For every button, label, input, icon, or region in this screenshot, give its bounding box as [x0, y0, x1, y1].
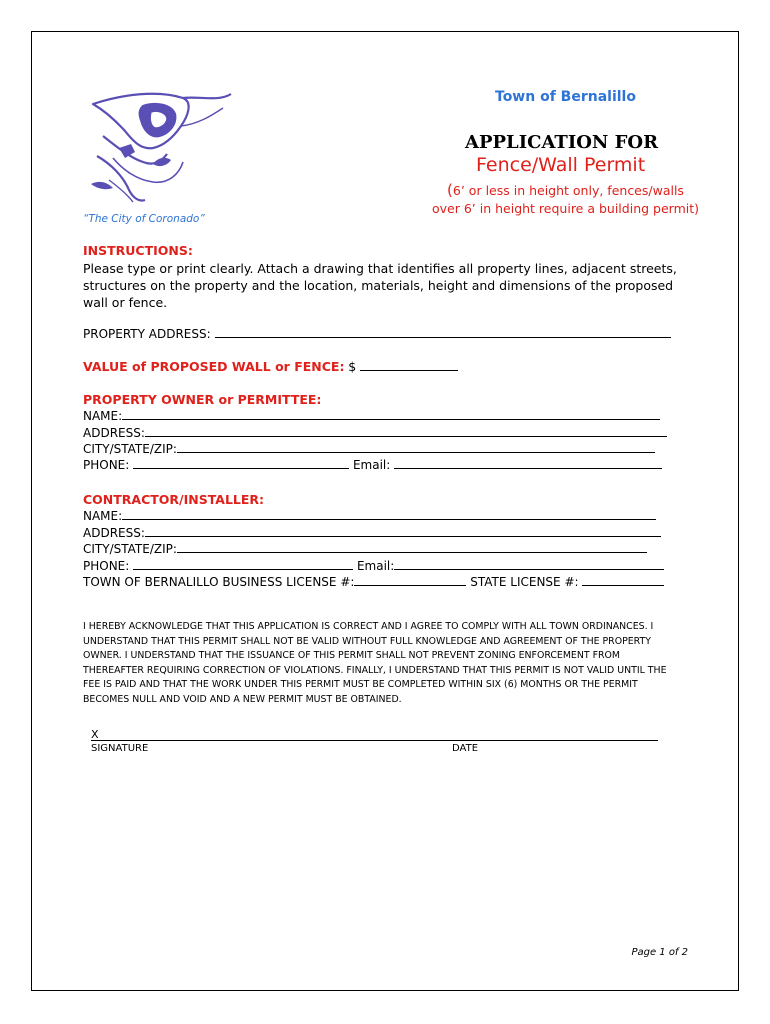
- contractor-city-label: CITY/STATE/ZIP:: [83, 542, 177, 556]
- owner-phone-label: PHONE:: [83, 458, 130, 472]
- acknowledgement-text: I HEREBY ACKNOWLEDGE THAT THIS APPLICATION IS CORRECT AND I AGREE TO COMPLY WITH ALL TOWN ORDINANCES. I UNDERSTAND THAT THIS PERMIT SHALL NOT BE VALID WITHOUT FULL KNOWLEDGE AND AGREEMENT OF THE PROPERTY OWNER. I UNDERSTAND THAT THE ISSUANCE OF THIS PERMIT SHALL NOT PREVENT ZONING ENFORCEMENT FROM THEREAFTER REQUIRING CORRECTION OF VIOLATIONS. FINALLY, I UNDERSTAND THAT THIS PERMIT IS NOT VALID UNTIL THE FEE IS PAID AND THAT THE WORK UNDER THIS PERMIT MUST BE COMPLETED WITHIN SIX (6) MONTHS OR THE PERMIT BECOMES NULL AND VOID AND A NEW PERMIT MUST BE OBTAINED.: [83, 621, 667, 705]
- height-note: [432, 181, 699, 218]
- owner-heading: PROPERTY OWNER or PERMITTEE:: [83, 392, 322, 407]
- contractor-address-row: [83, 525, 661, 540]
- owner-address-field[interactable]: [145, 425, 667, 437]
- page-number: Page 1 of 2: [631, 947, 688, 958]
- note-open-paren: (: [447, 181, 453, 199]
- contractor-email-label: Email:: [356, 559, 395, 573]
- contractor-phone-field[interactable]: [133, 558, 353, 570]
- value-currency: $: [348, 359, 357, 374]
- owner-name-row: [83, 408, 660, 423]
- state-license-label: STATE LICENSE #:: [470, 575, 579, 589]
- property-address-row: [83, 326, 671, 341]
- note-line-1: 6’ or less in height only, fences/walls: [452, 183, 684, 198]
- contractor-email-field[interactable]: [394, 558, 664, 570]
- owner-name-field[interactable]: [122, 408, 660, 420]
- owner-city-row: [83, 441, 655, 456]
- contractor-city-field[interactable]: [177, 541, 647, 553]
- signature-x-mark: X: [91, 728, 99, 741]
- contractor-address-field[interactable]: [145, 525, 661, 537]
- contractor-name-label: NAME:: [83, 509, 123, 523]
- property-address-label: PROPERTY ADDRESS:: [83, 327, 211, 341]
- conquistador-helmet-logo-icon: [83, 86, 233, 204]
- owner-address-row: [83, 425, 667, 440]
- owner-phone-field[interactable]: [133, 457, 349, 469]
- contractor-name-row: [83, 508, 656, 523]
- business-license-field[interactable]: [354, 574, 466, 586]
- town-name: Town of Bernalillo: [495, 89, 636, 105]
- city-motto: “The City of Coronado”: [83, 213, 205, 225]
- property-address-field[interactable]: [215, 326, 671, 338]
- owner-phone-row: [83, 457, 662, 472]
- contractor-phone-label: PHONE:: [83, 559, 130, 573]
- instructions-heading: INSTRUCTIONS:: [83, 243, 193, 258]
- form-subtitle: Fence/Wall Permit: [476, 154, 646, 176]
- owner-address-label: ADDRESS:: [83, 426, 145, 440]
- value-row: [83, 359, 458, 374]
- owner-city-label: CITY/STATE/ZIP:: [83, 442, 177, 456]
- state-license-field[interactable]: [582, 574, 664, 586]
- owner-email-label: Email:: [352, 458, 391, 472]
- signature-line[interactable]: [91, 740, 658, 741]
- note-line-2: over 6’ in height require a building permit): [432, 201, 699, 216]
- owner-name-label: NAME:: [83, 409, 123, 423]
- instructions-body: Please type or print clearly. Attach a drawing that identifies all property lines, adjacent streets, structures on the property and the location, materials, height and dimensions of the proposed wall or fence.: [83, 261, 677, 310]
- owner-city-field[interactable]: [177, 441, 655, 453]
- date-label: DATE: [452, 743, 479, 754]
- contractor-heading: CONTRACTOR/INSTALLER:: [83, 492, 265, 507]
- contractor-name-field[interactable]: [122, 508, 656, 520]
- contractor-address-label: ADDRESS:: [83, 526, 145, 540]
- business-license-label: TOWN OF BERNALILLO BUSINESS LICENSE #:: [83, 575, 355, 589]
- owner-email-field[interactable]: [394, 457, 662, 469]
- form-title: APPLICATION FOR: [465, 132, 659, 153]
- contractor-phone-row: [83, 558, 664, 573]
- value-label: VALUE of PROPOSED WALL or FENCE:: [83, 359, 345, 374]
- value-amount-field[interactable]: [360, 359, 458, 371]
- contractor-license-row: [83, 574, 664, 589]
- contractor-city-row: [83, 541, 647, 556]
- signature-label: SIGNATURE: [91, 743, 149, 754]
